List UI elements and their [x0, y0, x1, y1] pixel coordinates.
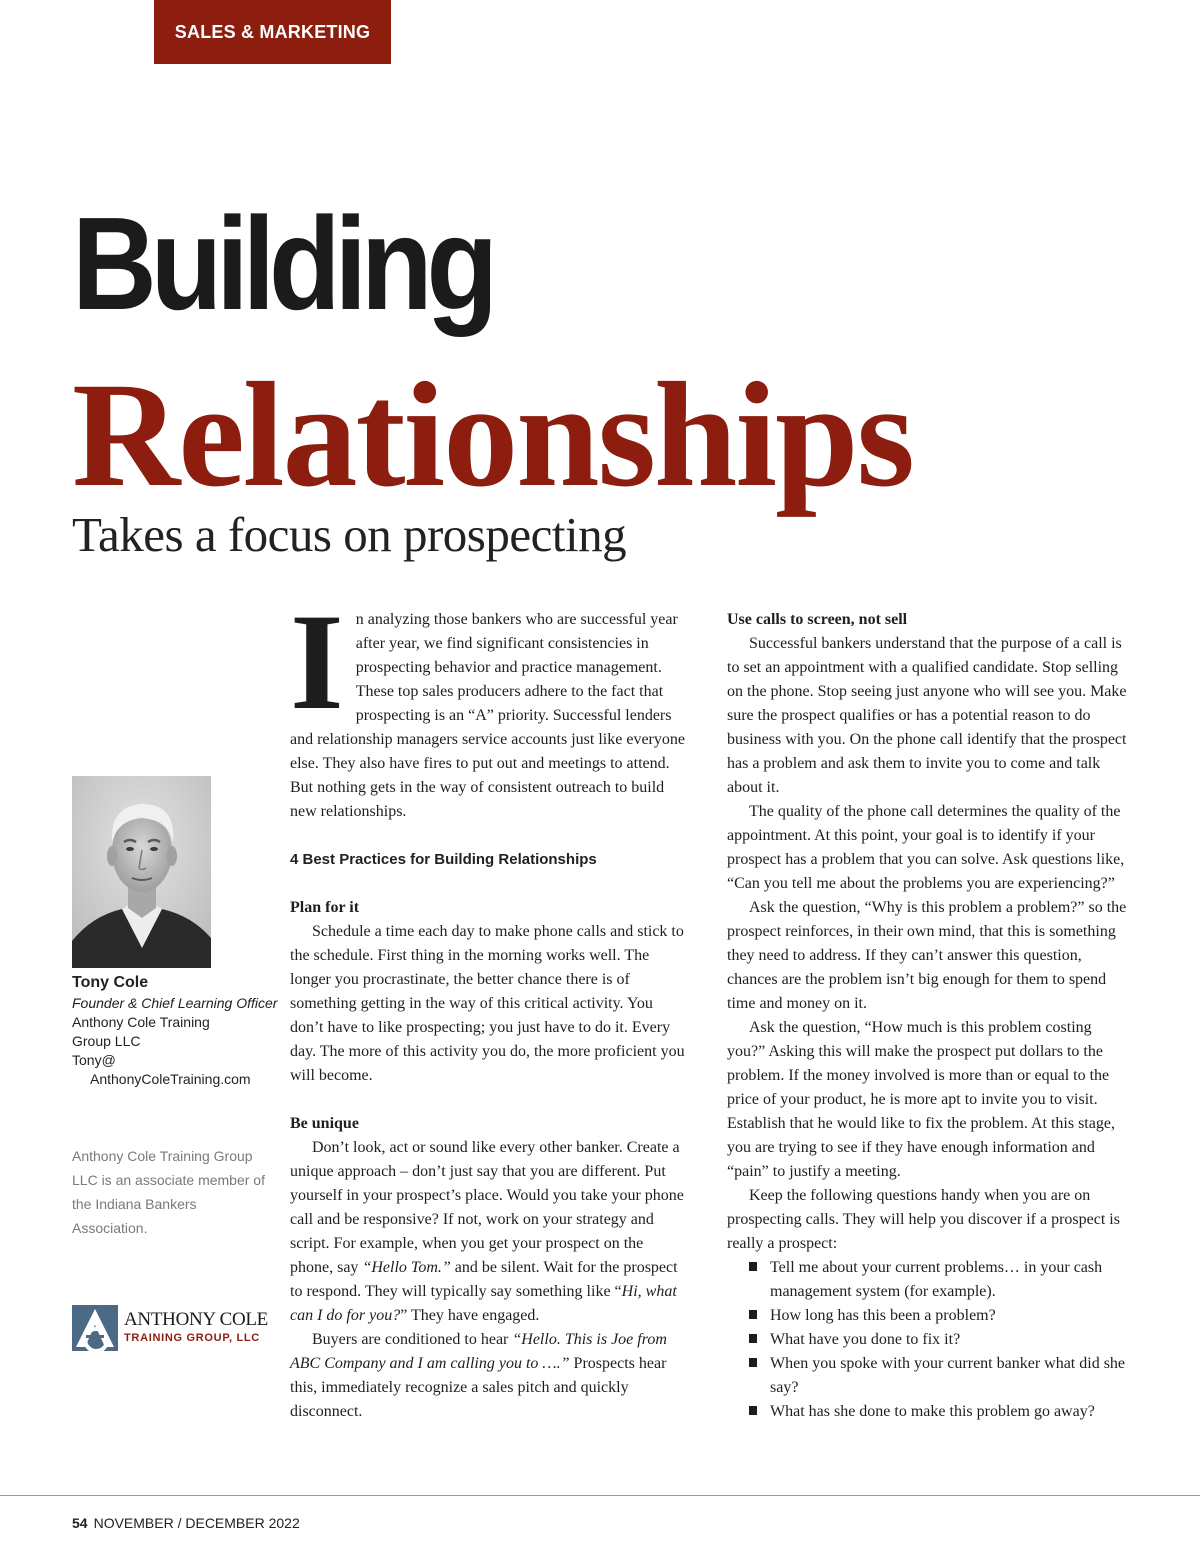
membership-note: Anthony Cole Training Group LLC is an associate member of the Indiana Bankers Association. [72, 1148, 265, 1236]
screen-paragraph-4: Ask the question, “How much is this problem costing you?” Asking this will make the prospect put dollars to the problem. If the money involved is more than or equal to the price of your product, he is more apt to invite you to visit. Establish that he would like to fix the problem. At this stage, you are trying to see if they have enough information and “pain” to justify a meeting. [727, 1019, 1115, 1180]
headline-line-2: Relationships [72, 352, 913, 518]
subheadline: Takes a focus on prospecting [72, 507, 627, 562]
question-list [727, 1256, 1132, 1424]
drop-cap: I [290, 585, 344, 738]
unique-paragraph-1: Don’t look, act or sound like every other banker. Create a unique approach – don’t just say that you are different. Put yourself in your prospect’s place. Would you take your phone call and be responsive? If not, work on your strategy and script. For example, when you get your prospect on the phone, say “Hello Tom.” and be silent. Wait for the prospect to respond. They will typically say something like “Hi, what can I do for you?” They have engaged. [290, 1139, 684, 1324]
author-bio [72, 972, 282, 1089]
list-item: How long has this been a problem? [727, 1304, 1132, 1328]
headline-line-1: Building [72, 190, 492, 337]
screen-paragraph-2: The quality of the phone call determines the quality of the appointment. At this point, your goal is to identify if your prospect has a problem that you can solve. Ask questions like, “Can you tell me about the problems you are experiencing?” [727, 803, 1125, 892]
screen-paragraph-3: Ask the question, “Why is this problem a problem?” so the prospect reinforces, in their own mind, that this is something they need to address. If they can’t answer this question, chances are the problem isn’t big enough for them to spend time and money on it. [727, 899, 1127, 1012]
logo-subtitle: TRAINING GROUP, LLC [124, 1332, 260, 1344]
author-email-line-1: Tony@ [72, 1052, 116, 1068]
author-photo [72, 776, 211, 968]
list-item: When you spoke with your current banker what did she say? [727, 1352, 1132, 1400]
issue-date: NOVEMBER / DECEMBER 2022 [93, 1515, 300, 1531]
author-company-line-2: Group LLC [72, 1033, 141, 1049]
section-tab: SALES & MARKETING [154, 0, 391, 64]
lead-text: n analyzing those bankers who are successful year after year, we find significant consistencies in prospecting behavior and practice management. These top sales producers adhere to the fact that prospecting is an “A” priority. Successful lenders and relationship managers service accounts just like everyone else. They also have fires to put out and meetings to attend. But nothing gets in the way of consistent outreach to build new relationships. [290, 611, 685, 820]
list-item: What has she done to make this problem go away? [727, 1400, 1132, 1424]
screen-paragraph-1: Successful bankers understand that the purpose of a call is to set an appointment with a qualified candidate. Stop selling on the phone. Stop seeing just anyone who will see you. Make sure the prospect qualifies or has a potential reason to do business with you. On the phone call identify that the prospect has a problem and ask them to invite you to come and talk about it. [727, 635, 1127, 796]
article-column-right [727, 608, 1132, 1424]
square-bullet-icon [749, 1262, 757, 1271]
square-bullet-icon [749, 1406, 757, 1415]
author-email-line-2: AnthonyColeTraining.com [90, 1071, 251, 1087]
screen-heading: Use calls to screen, not sell [727, 611, 908, 628]
footer-divider [0, 1495, 1200, 1496]
lead-paragraph [290, 585, 690, 824]
plan-heading: Plan for it [290, 899, 360, 916]
list-item: What have you done to fix it? [727, 1328, 1132, 1352]
author-portrait-image [72, 776, 211, 968]
plan-paragraph: Schedule a time each day to make phone calls and stick to the schedule. First thing in the morning works well. The longer you procrastinate, the better chance there is of something getting in the way of this critical activity. You don’t have to like prospecting; you just have to do it. Every day. The more of this activity you do, the more proficient you will become. [290, 923, 685, 1084]
square-bullet-icon [749, 1358, 757, 1367]
author-title: Founder & Chief Learning Officer [72, 995, 278, 1011]
practices-heading: 4 Best Practices for Building Relationships [290, 851, 597, 868]
square-bullet-icon [749, 1334, 757, 1343]
author-name: Tony Cole [72, 974, 149, 991]
list-item: Tell me about your current problems… in your cash management system (for example). [727, 1256, 1132, 1304]
logo-mark-icon [72, 1305, 118, 1351]
company-logo [72, 1305, 272, 1351]
page-footer [72, 1515, 300, 1531]
unique-paragraph-2: Buyers are conditioned to hear “Hello. This is Joe from ABC Company and I am calling you to ….” Prospects hear this, immediately recognize a sales pitch and quickly disconnect. [290, 1331, 667, 1420]
unique-heading: Be unique [290, 1115, 359, 1132]
author-company-line-1: Anthony Cole Training [72, 1014, 210, 1030]
article-column-left [290, 585, 690, 1424]
square-bullet-icon [749, 1310, 757, 1319]
page-number: 54 [72, 1515, 88, 1531]
screen-paragraph-5: Keep the following questions handy when you are on prospecting calls. They will help you discover if a prospect is really a prospect: [727, 1187, 1120, 1252]
logo-name: ANTHONY COLE [124, 1309, 268, 1330]
